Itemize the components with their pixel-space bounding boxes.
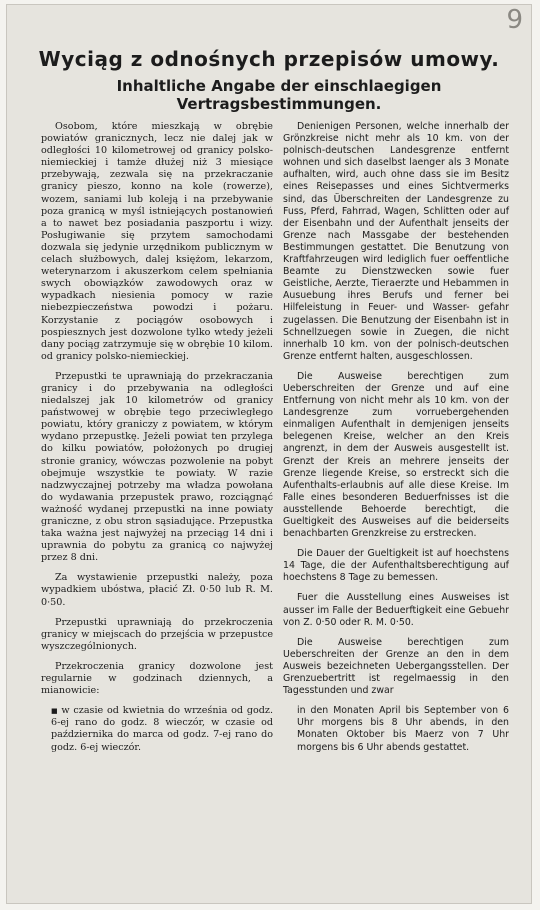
german-text-column bbox=[283, 121, 509, 762]
paragraph: Przepustki uprawniają do przekroczenia granicy w miejscach do przejścia w przepustce wyszczególnionych. bbox=[41, 616, 273, 652]
page-subtitle: Inhaltliche Angabe der einschlaegigen Vertragsbestimmungen. bbox=[116, 77, 442, 113]
paragraph: Za wystawienie przepustki należy, poza wypadkiem ubóstwa, płacić Zł. 0·50 lub R. M. 0·50. bbox=[41, 572, 273, 608]
page-number-mark: 9 bbox=[506, 5, 523, 35]
document-sheet bbox=[6, 4, 532, 904]
page-title: Wyciąg z odnośnych przepisów umowy. bbox=[38, 47, 500, 71]
paragraph: Die Ausweise berechtigen zum Ueberschreiten der Grenze und auf eine Entfernung von nicht mehr als 10 km. von der Landesgrenze zum vorruebergehenden einmaligen Aufenthalt in demjenigen jenseits belegenen Kreise, welcher an den Kreis angrenzt, in dem der Ausweis ausgestellt ist. Grenzt der Kreis an mehrere jenseits der Grenze liegende Kreise, so erstreckt sich die Aufenthalts-erlaubnis auf alle diese Kreise. Im Falle eines besonderen Beduerfnisses ist die ausstellende Behoerde berechtigt, die Gueltigkeit des Ausweises auf die beiderseits benachbarten Grenzkreise zu erstrecken. bbox=[283, 370, 509, 540]
polish-text-column bbox=[41, 121, 273, 762]
paragraph: Przekroczenia granicy dozwolone jest regularnie w godzinach dziennych, a mianowicie: bbox=[41, 660, 273, 697]
paragraph: Die Ausweise berechtigen zum Ueberschreiten der Grenze an den in dem Ausweis bezeichneten Uebergangsstellen. Der Grenzuebertritt ist regelmaessig in den Tagesstunden und zwar bbox=[283, 636, 509, 697]
paragraph: in den Monaten April bis September von 6 Uhr morgens bis 8 Uhr abends, in den Monaten Oktober bis Maerz von 7 Uhr morgens bis 6 Uhr abends gestattet. bbox=[297, 705, 509, 753]
paragraph: Die Dauer der Gueltigkeit ist auf hoechstens 14 Tage, die der Aufenthaltsberechtigung auf hoechstens 8 Tage zu bemessen. bbox=[283, 548, 509, 584]
list-item: ■ w czasie od kwietnia do września od godz. 6-ej rano do godz. 8 wieczór, w czasie od października do marca od godz. 7-ej rano do godz. 6-ej wieczór. bbox=[51, 705, 273, 753]
hours-list bbox=[41, 705, 273, 753]
paragraph: Przepustki te uprawniają do przekraczania granicy i do przebywania na odległości niedalszej jak 10 kilometrów od granicy państwowej w obrębie tego przeciwległego powiatu, który graniczy z powiatem, w którym wydano przepustkę. Jeżeli powiat ten przylega do kilku powiatów, położonych po drugiej stronie granicy, wówczas pozwolenie na pobyt obejmuje wszystkie te powiaty. W razie nadzwyczajnej potrzeby ma władza powołana do wydawania przepustek prawo, rozciągnąć ważność wydanej przepustki na inne powiaty graniczne, z obu stron sąsiadujące. Przepustka taka ważna jest najwyżej na przeciąg 14 dni i uprawnia do pobytu za granicą co najwyżej przez 8 dni. bbox=[41, 370, 273, 564]
paragraph: Osobom, które mieszkają w obrębie powiatów granicznych, lecz nie dalej jak w odległości 10 kilometrowej od granicy polsko-niemieckiej i tamże dłużej niż 3 miesiące przebywają, zezwala się na przekraczanie granicy pieszo, konno na kole (rowerze), wozem, saniami lub koleją i na przebywanie poza granicą w myśl istniejących postanowień a to nawet bez posiadania paszportu i wizy. Posługiwanie się przytem samochodami dozwala się jedynie urzędnikom publicznym w celach służbowych, dalej księżom, lekarzom, weterynarzom i akuszerkom celem spełniania swych obowiązków zawodowych oraz w wypadkach niesienia pomocy w razie niebezpieczeństwa powodzi i pożaru. Korzystanie z pociągów osobowych i pospiesznych jest dozwolone tylko wtedy jeżeli dany pociąg zatrzymuje się w obrębie 10 kilom. od granicy polsko-niemieckiej. bbox=[41, 121, 273, 362]
paragraph: Denienigen Personen, welche innerhalb der Grönzkreise nicht mehr als 10 km. von der polnisch-deutschen Landesgrenze entfernt wohnen und sich daselbst laenger als 3 Monate aufhalten, wird, auch ohne dass sie im Besitz eines Reisepasses und eines Sichtvermerks sind, das Überschreiten der Landesgrenze zu Fuss, Pferd, Fahrrad, Wagen, Schlitten oder auf der Eisenbahn und der Aufenthalt jenseits der Grenze nach Massgabe der bestehenden Bestimmungen gestattet. Die Benutzung von Kraftfahrzeugen wird lediglich fuer oeffentliche Beamte zu Dienstzwecken sowie fuer Geistliche, Aerzte, Tieraerzte und Hebammen in Ausuebung ihres Berufs und ferner bei Hilfeleistung in Feuer- und Wasser- gefahr zugelassen. Die Benutzung der Eisenbahn ist in Schnellzuegen sowie in Zuegen, die nicht innerhalb 10 km. von der polnisch-deutschen Grenze entfernt halten, ausgeschlossen. bbox=[283, 121, 509, 362]
paragraph: Fuer die Ausstellung eines Ausweises ist ausser im Falle der Beduerftigkeit eine Gebuehr von Z. 0·50 oder R. M. 0·50. bbox=[283, 592, 509, 628]
